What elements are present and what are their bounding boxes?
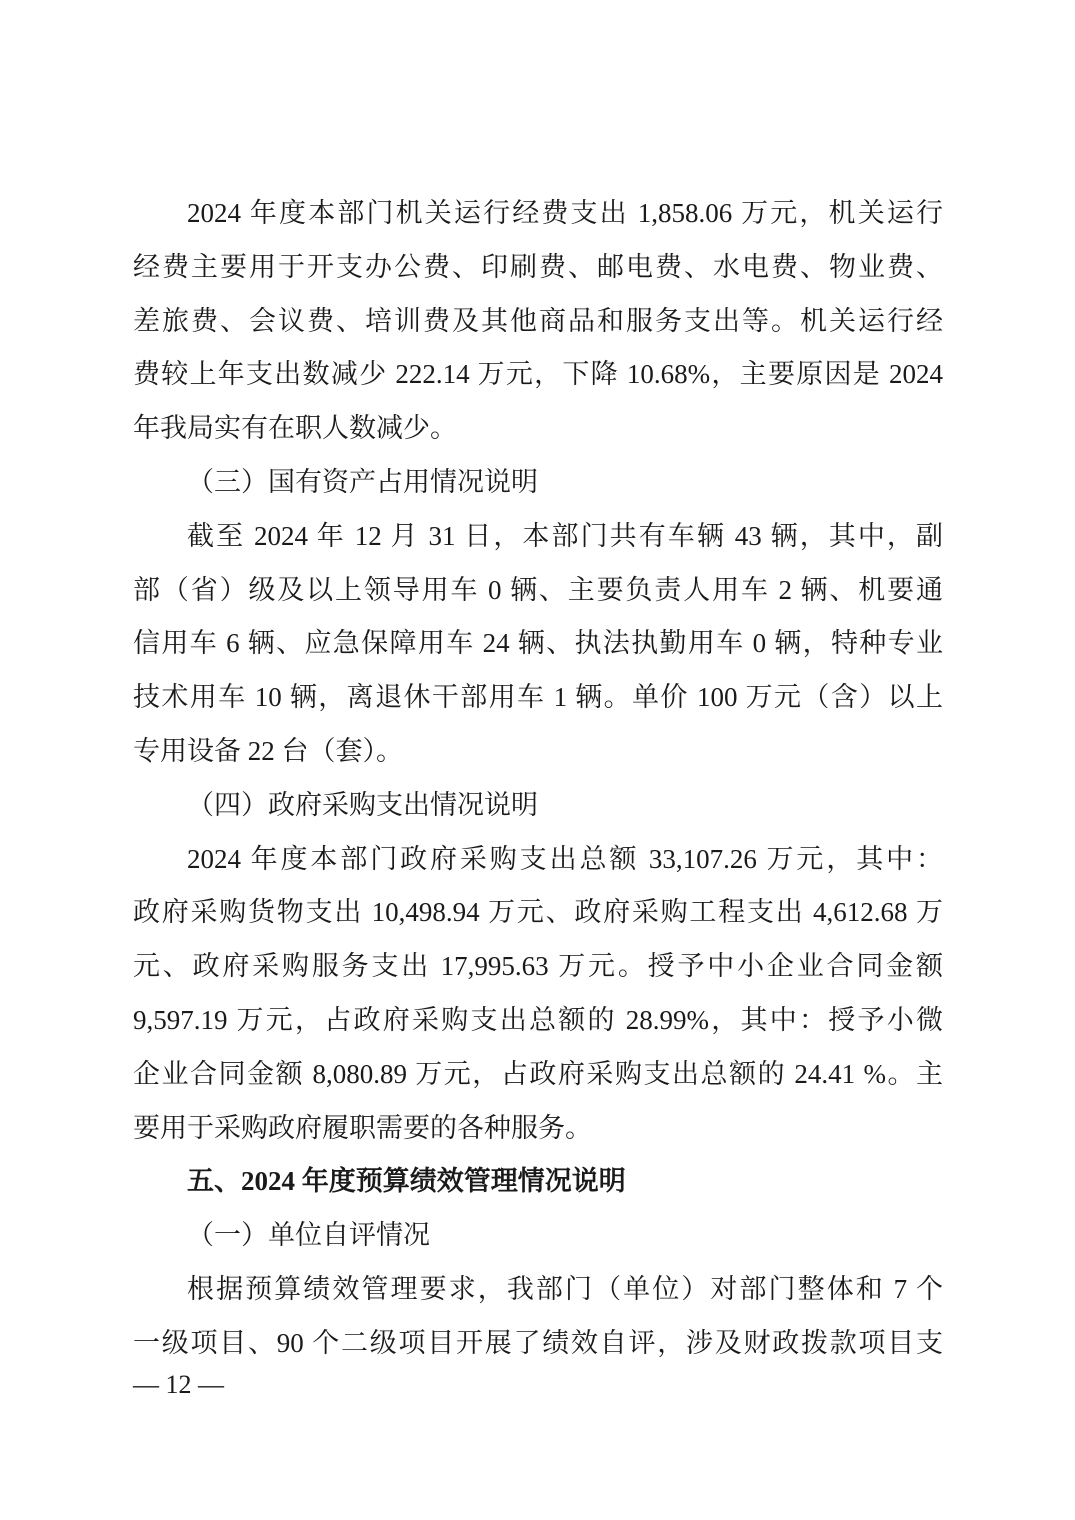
text-line: （一）单位自评情况 bbox=[187, 1220, 430, 1251]
paragraph bbox=[133, 195, 943, 464]
subsection-heading bbox=[133, 1217, 943, 1271]
text-line: （三）国有资产占用情况说明 bbox=[187, 466, 538, 497]
text-line: 2024 年度本部门政府采购支出总额 33,107.26 万元，其中： bbox=[187, 843, 943, 874]
subsection-heading bbox=[133, 464, 943, 518]
text-line: 差旅费、会议费、培训费及其他商品和服务支出等。机关运行经 bbox=[133, 305, 943, 336]
text-line: 专用设备 22 台（套）。 bbox=[133, 735, 403, 766]
paragraph bbox=[133, 518, 943, 787]
section-heading bbox=[133, 1163, 943, 1217]
text-line: 年我局实有在职人数减少。 bbox=[133, 413, 457, 444]
text-line: 政府采购货物支出 10,498.94 万元、政府采购工程支出 4,612.68 万 bbox=[133, 897, 943, 928]
text-line: 费较上年支出数减少 222.14 万元，下降 10.68%，主要原因是 2024 bbox=[133, 359, 943, 390]
paragraph bbox=[133, 1271, 943, 1379]
subsection-heading bbox=[133, 787, 943, 841]
text-line: 2024 年度本部门机关运行经费支出 1,858.06 万元，机关运行 bbox=[187, 198, 943, 228]
text-line: 元、政府采购服务支出 17,995.63 万元。授予中小企业合同金额 bbox=[133, 951, 943, 982]
text-line: 信用车 6 辆、应急保障用车 24 辆、执法执勤用车 0 辆，特种专业 bbox=[133, 628, 943, 659]
text-line: 截至 2024 年 12 月 31 日，本部门共有车辆 43 辆，其中，副 bbox=[187, 520, 943, 551]
page-number: — 12 — bbox=[133, 1370, 224, 1399]
text-line: 根据预算绩效管理要求，我部门（单位）对部门整体和 7 个 bbox=[187, 1273, 943, 1304]
text-line: 企业合同金额 8,080.89 万元，占政府采购支出总额的 24.41 %。主 bbox=[133, 1058, 943, 1089]
paragraph bbox=[133, 841, 943, 1164]
text-line: 部（省）级及以上领导用车 0 辆、主要负责人用车 2 辆、机要通 bbox=[133, 574, 943, 605]
text-line: 五、2024 年度预算绩效管理情况说明 bbox=[187, 1166, 626, 1197]
text-line: 一级项目、90 个二级项目开展了绩效自评，涉及财政拨款项目支 bbox=[133, 1327, 943, 1358]
text-line: 技术用车 10 辆，离退休干部用车 1 辆。单价 100 万元（含）以上 bbox=[133, 682, 943, 713]
text-line: 要用于采购政府履职需要的各种服务。 bbox=[133, 1112, 592, 1143]
text-line: 经费主要用于开支办公费、印刷费、邮电费、水电费、物业费、 bbox=[133, 251, 943, 282]
document-page bbox=[133, 195, 943, 1379]
text-line: （四）政府采购支出情况说明 bbox=[187, 789, 538, 820]
text-line: 9,597.19 万元，占政府采购支出总额的 28.99%，其中：授予小微 bbox=[133, 1004, 943, 1035]
